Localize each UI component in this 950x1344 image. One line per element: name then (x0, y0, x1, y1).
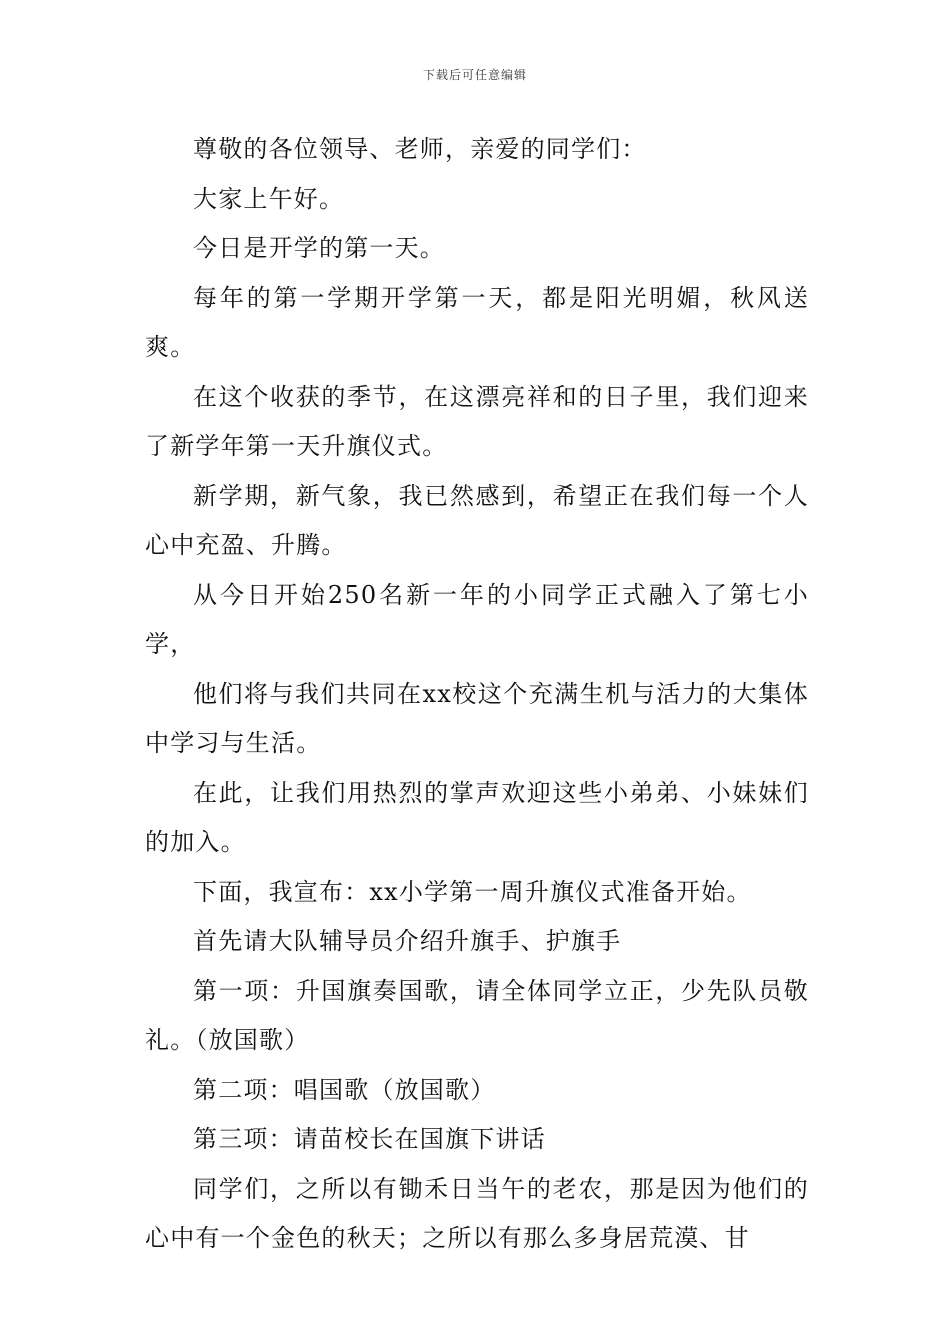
paragraph: 第一项：升国旗奏国歌，请全体同学立正，少先队员敬礼。（放国歌） (145, 976, 809, 1054)
paragraph-greeting: 尊敬的各位领导、老师，亲爱的同学们： (193, 135, 647, 163)
paragraph: 在此，让我们用热烈的掌声欢迎这些小弟弟、小妹妹们的加入。 (145, 778, 809, 856)
header-note: 下载后可任意编辑 (422, 68, 527, 82)
paragraph: 大家上午好。 (193, 184, 345, 213)
paragraph: 他们将与我们共同在xx校这个充满生机与活力的大集体中学习与生活。 (145, 679, 809, 757)
document-body (145, 125, 809, 1264)
paragraph: 新学期，新气象，我已然感到，希望正在我们每一个人心中充盈、升腾。 (145, 481, 809, 559)
paragraph: 同学们，之所以有锄禾日当午的老农，那是因为他们的心中有一个金色的秋天；之所以有那么多身居荒漠、甘 (145, 1174, 809, 1252)
paragraph: 从今日开始250名新一年的小同学正式融入了第七小学， (145, 580, 809, 658)
paragraph: 第二项：唱国歌（放国歌） (193, 1075, 496, 1104)
paragraph: 下面，我宣布：xx小学第一周升旗仪式准备开始。 (193, 877, 752, 906)
paragraph: 每年的第一学期开学第一天，都是阳光明媚，秋风送爽。 (145, 283, 809, 361)
paragraph: 第三项：请苗校长在国旗下讲话 (193, 1125, 546, 1153)
paragraph: 在这个收获的季节，在这漂亮祥和的日子里，我们迎来了新学年第一天升旗仪式。 (145, 382, 809, 460)
paragraph: 首先请大队辅导员介绍升旗手、护旗手 (193, 927, 622, 955)
paragraph: 今日是开学的第一天。 (193, 234, 445, 262)
